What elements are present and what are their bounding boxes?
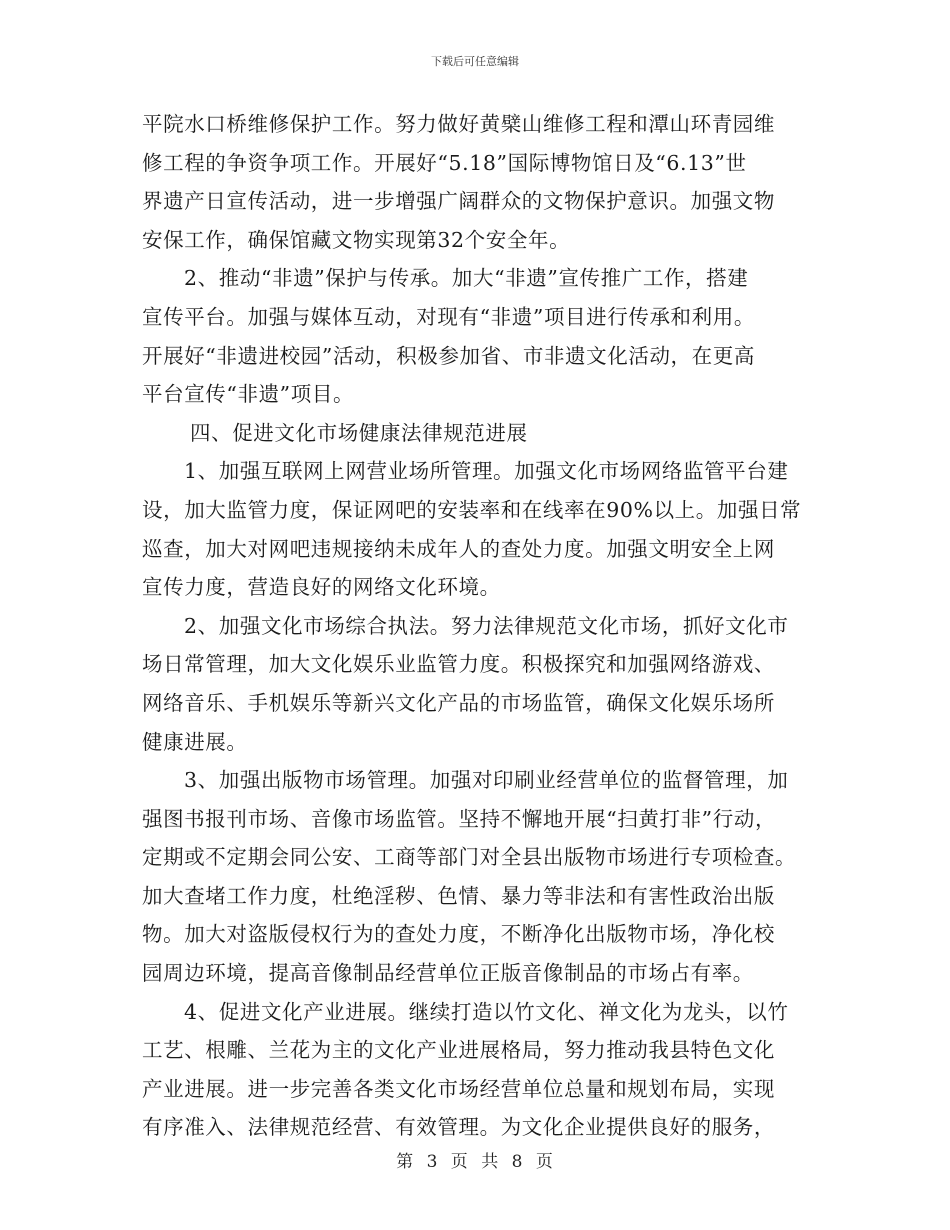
text-line: 4、促进文化产业进展。继续打造以竹文化、禅文化为龙头，以竹 xyxy=(184,999,789,1024)
paragraph-publications xyxy=(142,761,810,993)
text-line: 产业进展。进一步完善各类文化市场经营单位总量和规划布局，实现 xyxy=(142,1076,775,1101)
page-header: 下载后可任意编辑 xyxy=(431,55,519,68)
text-line: 强图书报刊市场、音像市场监管。坚持不懈地开展“扫黄打非”行动， xyxy=(142,806,777,831)
paragraph-cultural-industry xyxy=(142,993,810,1147)
text-line: 界遗产日宣传活动，进一步增强广阔群众的文物保护意识。加强文物 xyxy=(142,189,775,214)
text-line: 3、加强出版物市场管理。加强对印刷业经营单位的监督管理，加 xyxy=(184,768,789,793)
text-line: 1、加强互联网上网营业场所管理。加强文化市场网络监管平台建 xyxy=(184,459,789,484)
paragraph-intangible-heritage xyxy=(142,259,810,413)
text-line: 修工程的争资争项工作。开展好“5.18”国际博物馆日及“6.13”世 xyxy=(142,150,747,175)
text-line: 2、加强文化市场综合执法。努力法律规范文化市场，抓好文化市 xyxy=(184,613,789,638)
page-number: 第 3 页 共 8 页 xyxy=(396,1152,554,1172)
text-line: 设，加大监管力度，保证网吧的安装率和在线率在90%以上。加强日常 xyxy=(142,497,802,522)
text-line: 平台宣传“非遗”项目。 xyxy=(142,382,355,407)
paragraph-cultural-relics xyxy=(142,105,810,259)
section-heading-text: 四、促进文化市场健康法律规范进展 xyxy=(190,420,528,445)
paragraph-market-enforcement xyxy=(142,607,810,761)
text-line: 宣传平台。加强与媒体互动，对现有“非遗”项目进行传承和利用。 xyxy=(142,304,755,329)
text-line: 平院水口桥维修保护工作。努力做好黄檗山维修工程和潭山环青园维 xyxy=(142,112,775,136)
text-line: 物。加大对盗版侵权行为的查处力度，不断净化出版物市场，净化校 xyxy=(142,922,775,947)
text-line: 场日常管理，加大文化娱乐业监管力度。积极探究和加强网络游戏、 xyxy=(142,652,775,677)
text-line: 安保工作，确保馆藏文物实现第32个安全年。 xyxy=(142,227,571,252)
section-heading xyxy=(142,414,810,453)
text-line: 工艺、根雕、兰花为主的文化产业进展格局，努力推动我县特色文化 xyxy=(142,1038,775,1063)
document-body xyxy=(142,105,810,1147)
text-line: 有序准入、法律规范经营、有效管理。为文化企业提供良好的服务， xyxy=(142,1115,775,1140)
text-line: 健康进展。 xyxy=(142,729,248,754)
paragraph-internet-venues xyxy=(142,452,810,606)
text-line: 宣传力度，营造良好的网络文化环境。 xyxy=(142,575,501,600)
text-line: 园周边环境，提高音像制品经营单位正版音像制品的市场占有率。 xyxy=(142,961,754,986)
text-line: 开展好“非遗进校园”活动，积极参加省、市非遗文化活动，在更高 xyxy=(142,343,755,368)
text-line: 2、推动“非遗”保护与传承。加大“非遗”宣传推广工作，搭建 xyxy=(184,266,749,291)
text-line: 加大查堵工作力度，杜绝淫秽、色情、暴力等非法和有害性政治出版 xyxy=(142,883,775,908)
text-line: 巡查，加大对网吧违规接纳未成年人的查处力度。加强文明安全上网 xyxy=(142,536,775,561)
text-line: 网络音乐、手机娱乐等新兴文化产品的市场监管，确保文化娱乐场所 xyxy=(142,690,775,715)
text-line: 定期或不定期会同公安、工商等部门对全县出版物市场进行专项检查。 xyxy=(142,845,797,870)
